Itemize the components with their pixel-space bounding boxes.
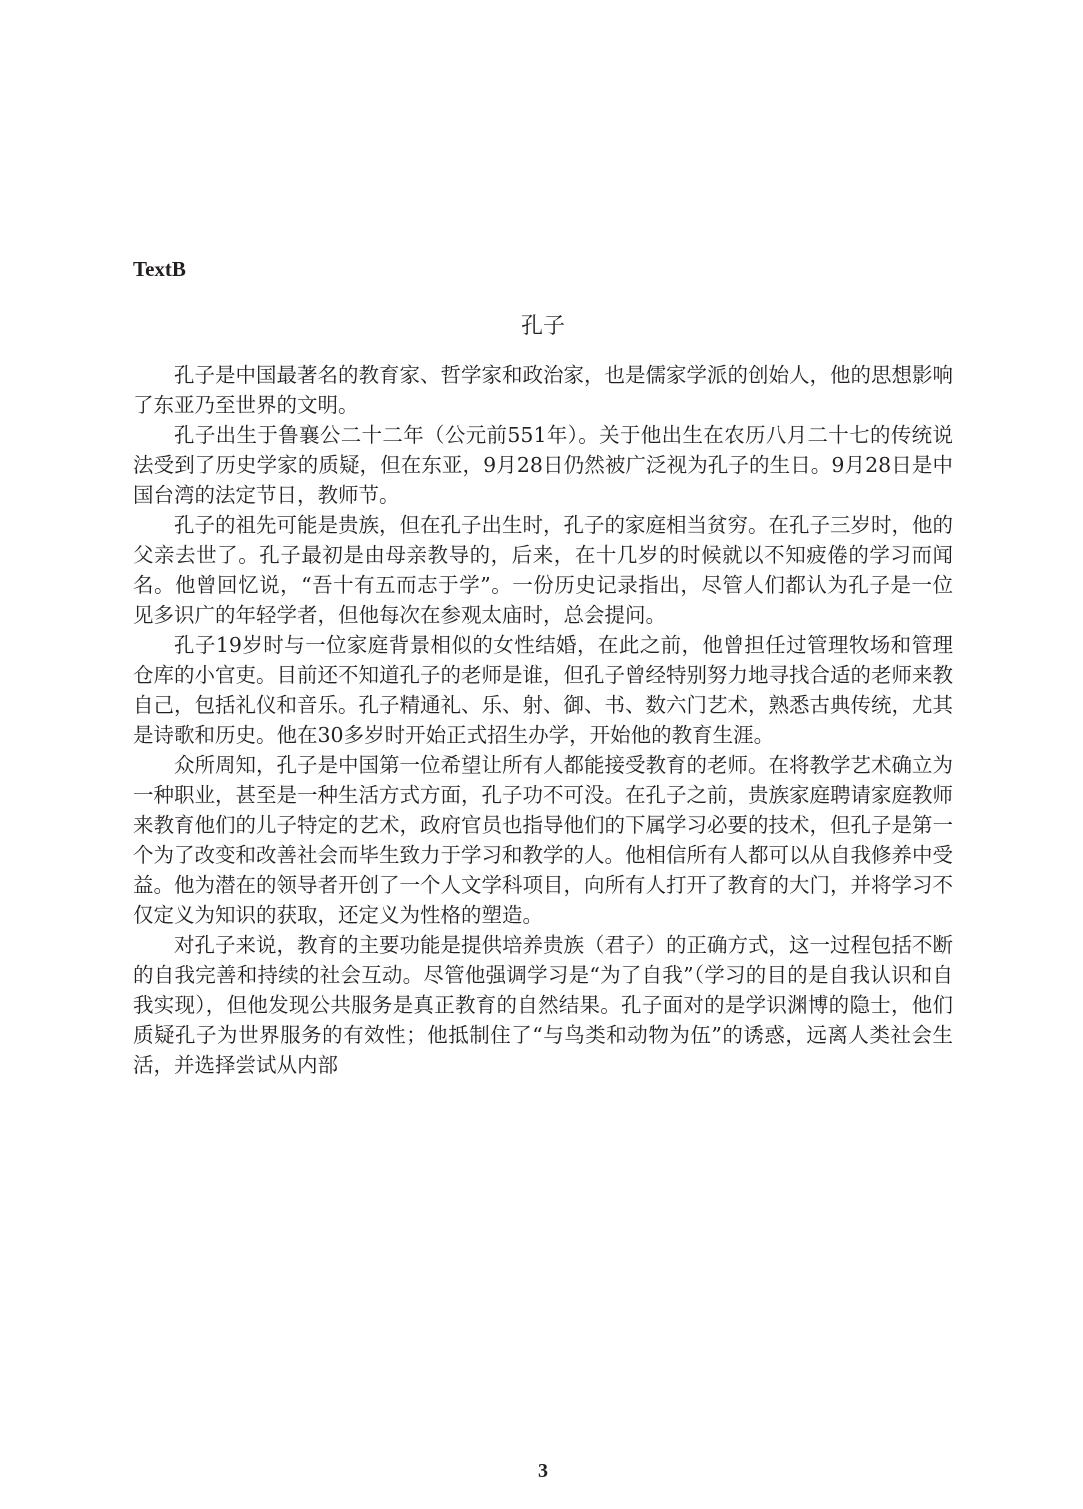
paragraph: 孔子出生于鲁襄公二十二年（公元前551年）。关于他出生在农历八月二十七的传统说法受到了历史学家的质疑，但在东亚，9月28日仍然被广泛视为孔子的生日。9月28日是中国台湾的法定节日，教师节。 (133, 423, 953, 507)
paragraph: 对孔子来说，教育的主要功能是提供培养贵族（君子）的正确方式，这一过程包括不断的自我完善和持续的社会互动。尽管他强调学习是“为了自我”（学习的目的是自我认识和自我实现），但他发现公共服务是真正教育的自然结果。孔子面对的是学识渊博的隐士，他们质疑孔子为世界服务的有效性；他抵制住了“与鸟类和动物为伍”的诱惑，远离人类社会生活，并选择尝试从内部 (133, 933, 953, 1077)
section-label: TextB (133, 257, 186, 281)
paragraph: 孔子的祖先可能是贵族，但在孔子出生时，孔子的家庭相当贫穷。在孔子三岁时，他的父亲去世了。孔子最初是由母亲教导的，后来，在十几岁的时候就以不知疲倦的学习而闻名。他曾回忆说，“吾十有五而志于学”。一份历史记录指出，尽管人们都认为孔子是一位见多识广的年轻学者，但他每次在参观太庙时，总会提问。 (133, 513, 953, 627)
document-page (133, 0, 953, 1509)
page-number: 3 (538, 1460, 548, 1482)
paragraph: 孔子19岁时与一位家庭背景相似的女性结婚，在此之前，他曾担任过管理牧场和管理仓库的小官吏。目前还不知道孔子的老师是谁，但孔子曾经特别努力地寻找合适的老师来教自己，包括礼仪和音乐。孔子精通礼、乐、射、御、书、数六门艺术，熟悉古典传统，尤其是诗歌和历史。他在30多岁时开始正式招生办学，开始他的教育生涯。 (133, 633, 953, 747)
body-text (133, 360, 953, 1080)
paragraph: 众所周知，孔子是中国第一位希望让所有人都能接受教育的老师。在将教学艺术确立为一种职业，甚至是一种生活方式方面，孔子功不可没。在孔子之前，贵族家庭聘请家庭教师来教育他们的儿子特定的艺术，政府官员也指导他们的下属学习必要的技术，但孔子是第一个为了改变和改善社会而毕生致力于学习和教学的人。他相信所有人都可以从自我修养中受益。他为潜在的领导者开创了一个人文学科项目，向所有人打开了教育的大门，并将学习不仅定义为知识的获取，还定义为性格的塑造。 (133, 753, 953, 927)
paragraph: 孔子是中国最著名的教育家、哲学家和政治家，也是儒家学派的创始人，他的思想影响了东亚乃至世界的文明。 (133, 363, 953, 417)
document-title: 孔子 (520, 314, 565, 339)
